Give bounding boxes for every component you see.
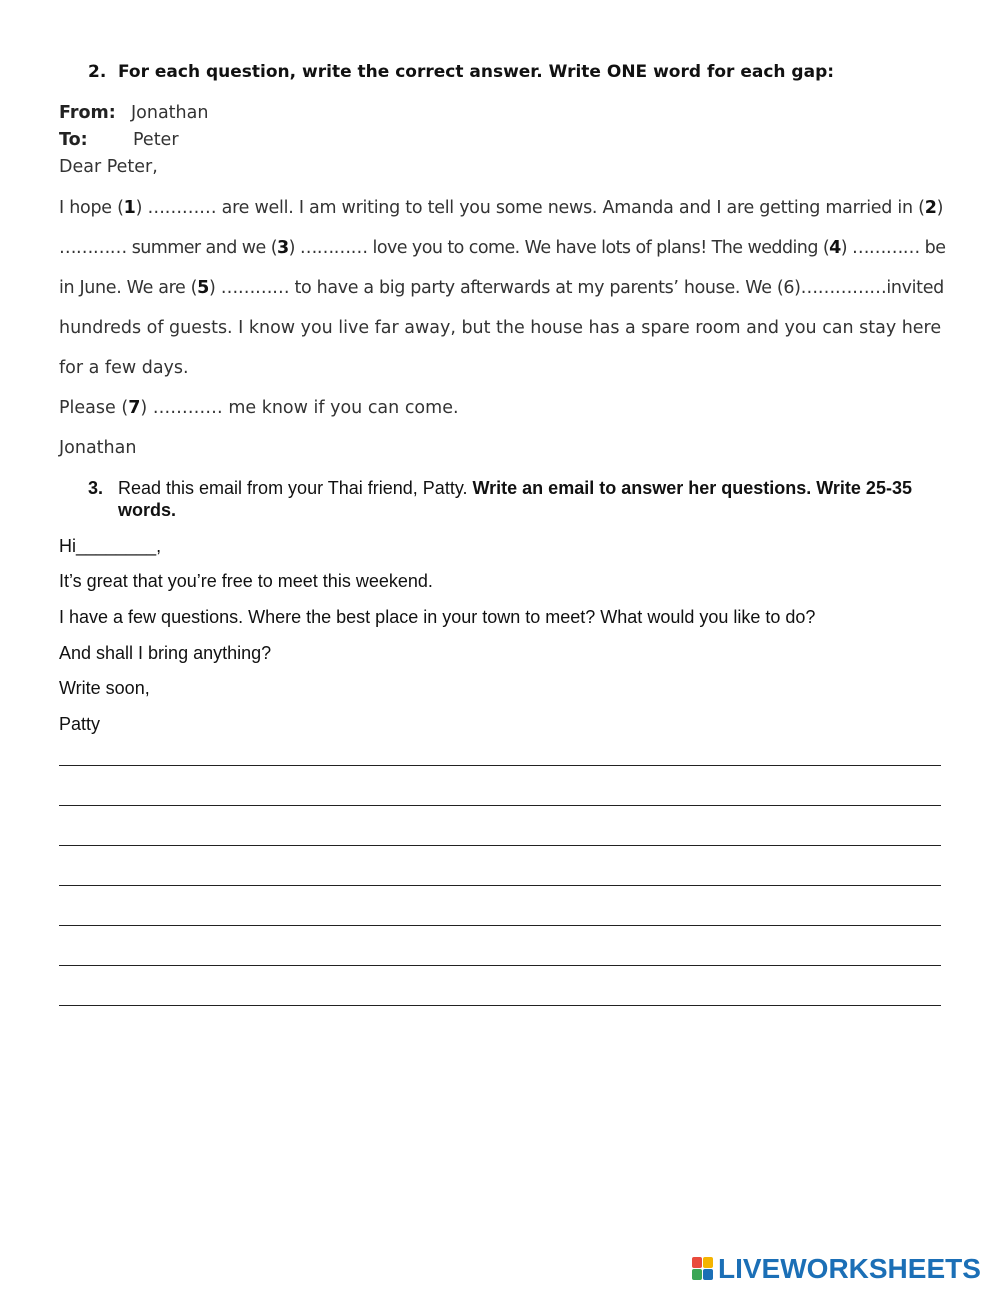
letter-text: ) ………… me know if you can come. xyxy=(140,398,459,418)
to-value: Peter xyxy=(133,130,179,150)
answer-line-5[interactable] xyxy=(59,925,941,926)
letter-line-2 xyxy=(59,238,946,258)
gap-number-5: 5 xyxy=(197,278,210,298)
gap-number-4: 4 xyxy=(829,238,841,258)
question-2-instruction xyxy=(88,62,948,82)
letter-text: ) ………… are well. I am writing to tell you some news. Amanda and I are getting married in ( xyxy=(135,198,925,218)
from-row xyxy=(59,103,208,123)
letter-line-1 xyxy=(59,198,944,218)
logo-square-blue xyxy=(703,1269,713,1280)
answer-line-2[interactable] xyxy=(59,805,941,806)
email-closing: Write soon, xyxy=(59,678,150,698)
liveworksheets-logo[interactable] xyxy=(692,1254,981,1284)
from-value: Jonathan xyxy=(131,103,209,123)
liveworksheets-logo-icon xyxy=(692,1257,714,1281)
email-line-1: It’s great that you’re free to meet this weekend. xyxy=(59,571,433,591)
answer-line-3[interactable] xyxy=(59,845,941,846)
letter-text: ) ………… be xyxy=(840,238,946,258)
answer-line-4[interactable] xyxy=(59,885,941,886)
logo-square-yellow xyxy=(703,1257,713,1268)
question-3-number: 3. xyxy=(88,478,104,498)
letter-text: Please ( xyxy=(59,398,129,418)
gap-number-2: 2 xyxy=(924,198,937,218)
letter-line-3 xyxy=(59,278,944,298)
gap-number-1: 1 xyxy=(123,198,136,218)
letter-text: ) ………… to have a big party afterwards at my parents’ house. We (6)……………invited xyxy=(209,278,944,298)
question-3-task: Write an email to answer her questions. Write 25-35 words. xyxy=(118,478,912,520)
answer-line-6[interactable] xyxy=(59,965,941,966)
to-row xyxy=(59,130,179,150)
letter-signature: Jonathan xyxy=(59,438,137,458)
from-label: From: xyxy=(59,103,116,123)
gap-number-3: 3 xyxy=(276,238,289,258)
letter-text: I hope ( xyxy=(59,198,124,218)
email-line-2: I have a few questions. Where the best place in your town to meet? What would you like to do? xyxy=(59,607,816,627)
letter-line-4: hundreds of guests. I know you live far away, but the house has a spare room and you can stay here xyxy=(59,318,942,338)
letter-line-6 xyxy=(59,398,941,418)
email-line-3: And shall I bring anything? xyxy=(59,643,272,663)
logo-square-red xyxy=(692,1257,702,1268)
answer-line-1[interactable] xyxy=(59,765,941,766)
answer-line-7[interactable] xyxy=(59,1005,941,1006)
letter-text: in June. We are ( xyxy=(59,278,198,298)
letter-line-5: for a few days. xyxy=(59,358,189,378)
to-label: To: xyxy=(59,130,88,150)
letter-text: ) ………… love you to come. We have lots of plans! The wedding ( xyxy=(288,238,830,258)
question-2-text: For each question, write the correct answer. Write ONE word for each gap: xyxy=(118,62,835,82)
question-2-number: 2. xyxy=(88,62,107,82)
letter-text: ) xyxy=(936,198,944,218)
email-greeting: Hi________, xyxy=(59,536,162,556)
gap-number-7: 7 xyxy=(128,398,141,418)
question-3-text: Read this email from your Thai friend, Patty. xyxy=(118,478,468,498)
liveworksheets-logo-text: LIVEWORKSHEETS xyxy=(718,1253,981,1284)
email-name: Patty xyxy=(59,714,101,734)
logo-square-green xyxy=(692,1269,702,1280)
question-3-instruction xyxy=(88,477,948,521)
letter-greeting: Dear Peter, xyxy=(59,157,158,177)
letter-text: ………… summer and we ( xyxy=(59,238,277,258)
